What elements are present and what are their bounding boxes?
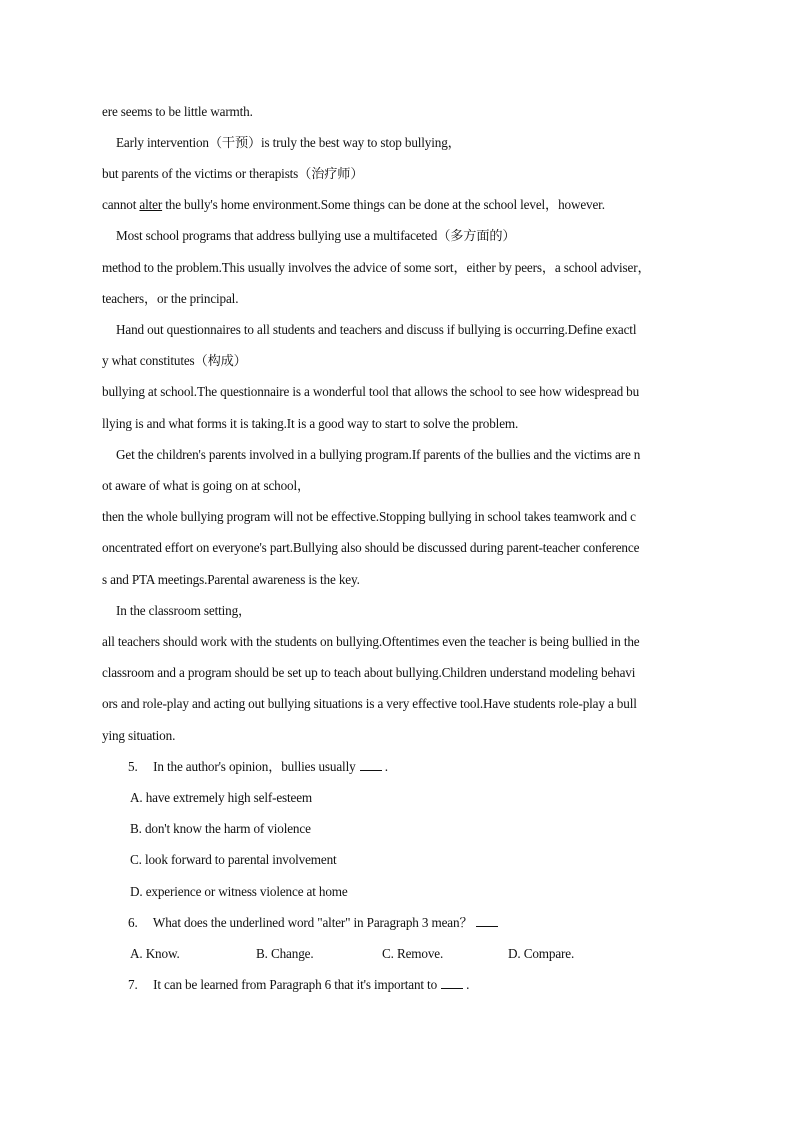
passage-line: oncentrated effort on everyone's part.Bullying also should be discussed during parent-teacher conference <box>102 540 640 555</box>
option-label: A. <box>130 790 143 805</box>
passage-text: the bully's home environment.Some things can be done at the school level，however. <box>162 197 605 212</box>
paragraph-start: Most school programs that address bullying use a multifaceted（多方面的） <box>116 228 516 243</box>
option-text: look forward to parental involvement <box>144 852 337 867</box>
option-text: Change. <box>270 946 314 961</box>
answer-blank[interactable] <box>360 758 382 771</box>
option-5c[interactable] <box>130 851 730 869</box>
option-label: A. <box>130 946 143 961</box>
option-5a[interactable] <box>130 789 730 807</box>
question-end: . <box>384 759 388 774</box>
question-6 <box>128 914 728 932</box>
option-text: experience or witness violence at home <box>145 884 348 899</box>
answer-blank[interactable] <box>441 976 463 989</box>
question-number: 6. <box>128 915 138 930</box>
paragraph-start: Hand out questionnaires to all students and teachers and discuss if bullying is occurring.Define exactl <box>116 322 637 337</box>
paragraph-start: Get the children's parents involved in a bullying program.If parents of the bullies and the victims are n <box>116 447 641 462</box>
passage-line: llying is and what forms it is taking.It is a good way to start to solve the problem. <box>102 416 519 431</box>
option-6d[interactable] <box>508 945 574 963</box>
option-5d[interactable] <box>130 883 730 901</box>
question-stem: What does the underlined word "alter" in Paragraph 3 mean？ <box>152 915 473 930</box>
passage-line: ors and role-play and acting out bullying situations is a very effective tool.Have students role-play a bull <box>102 696 637 711</box>
passage-line: bullying at school.The questionnaire is a wonderful tool that allows the school to see how widespread bu <box>102 384 640 399</box>
question-number: 7. <box>128 977 138 992</box>
option-text: have extremely high self-esteem <box>145 790 313 805</box>
paragraph-start: Early intervention（干预）is truly the best way to stop bullying， <box>116 135 461 150</box>
passage-line: ot aware of what is going on at school， <box>102 478 311 493</box>
option-label: B. <box>130 821 142 836</box>
passage-line: but parents of the victims or therapists（治疗师） <box>102 166 364 181</box>
underlined-word-alter: alter <box>139 197 163 212</box>
option-text: Remove. <box>396 946 444 961</box>
option-label: C. <box>130 852 142 867</box>
question-7 <box>128 976 728 994</box>
option-text: don't know the harm of violence <box>144 821 311 836</box>
paragraph-start: In the classroom setting， <box>116 603 252 618</box>
option-text: Know. <box>145 946 180 961</box>
option-6b[interactable] <box>256 945 313 963</box>
passage-line: y what constitutes（构成） <box>102 353 247 368</box>
question-stem: It can be learned from Paragraph 6 that it's important to <box>153 977 438 992</box>
passage-line: ere seems to be little warmth. <box>102 104 253 119</box>
option-5b[interactable] <box>130 820 730 838</box>
passage-line: then the whole bullying program will not be effective.Stopping bullying in school takes teamwork and c <box>102 509 636 524</box>
question-stem: In the author's opinion，bullies usually <box>153 759 356 774</box>
passage-line: all teachers should work with the students on bullying.Oftentimes even the teacher is being bullied in the <box>102 634 640 649</box>
passage-line <box>102 196 702 214</box>
option-label: B. <box>256 946 268 961</box>
passage-line: ying situation. <box>102 728 176 743</box>
option-6a[interactable] <box>130 945 180 963</box>
passage-line: classroom and a program should be set up to teach about bullying.Children understand modeling behavi <box>102 665 636 680</box>
passage-line: method to the problem.This usually involves the advice of some sort，either by peers，a school adviser， <box>102 260 651 275</box>
option-6c[interactable] <box>382 945 443 963</box>
option-label: D. <box>508 946 521 961</box>
passage-text: cannot <box>102 197 140 212</box>
answer-blank[interactable] <box>476 914 498 927</box>
question-5 <box>128 758 728 776</box>
option-label: C. <box>382 946 394 961</box>
passage-line: s and PTA meetings.Parental awareness is the key. <box>102 572 360 587</box>
question-number: 5. <box>128 759 138 774</box>
passage-line: teachers，or the principal. <box>102 291 239 306</box>
question-end: . <box>466 977 470 992</box>
option-text: Compare. <box>523 946 575 961</box>
option-label: D. <box>130 884 143 899</box>
